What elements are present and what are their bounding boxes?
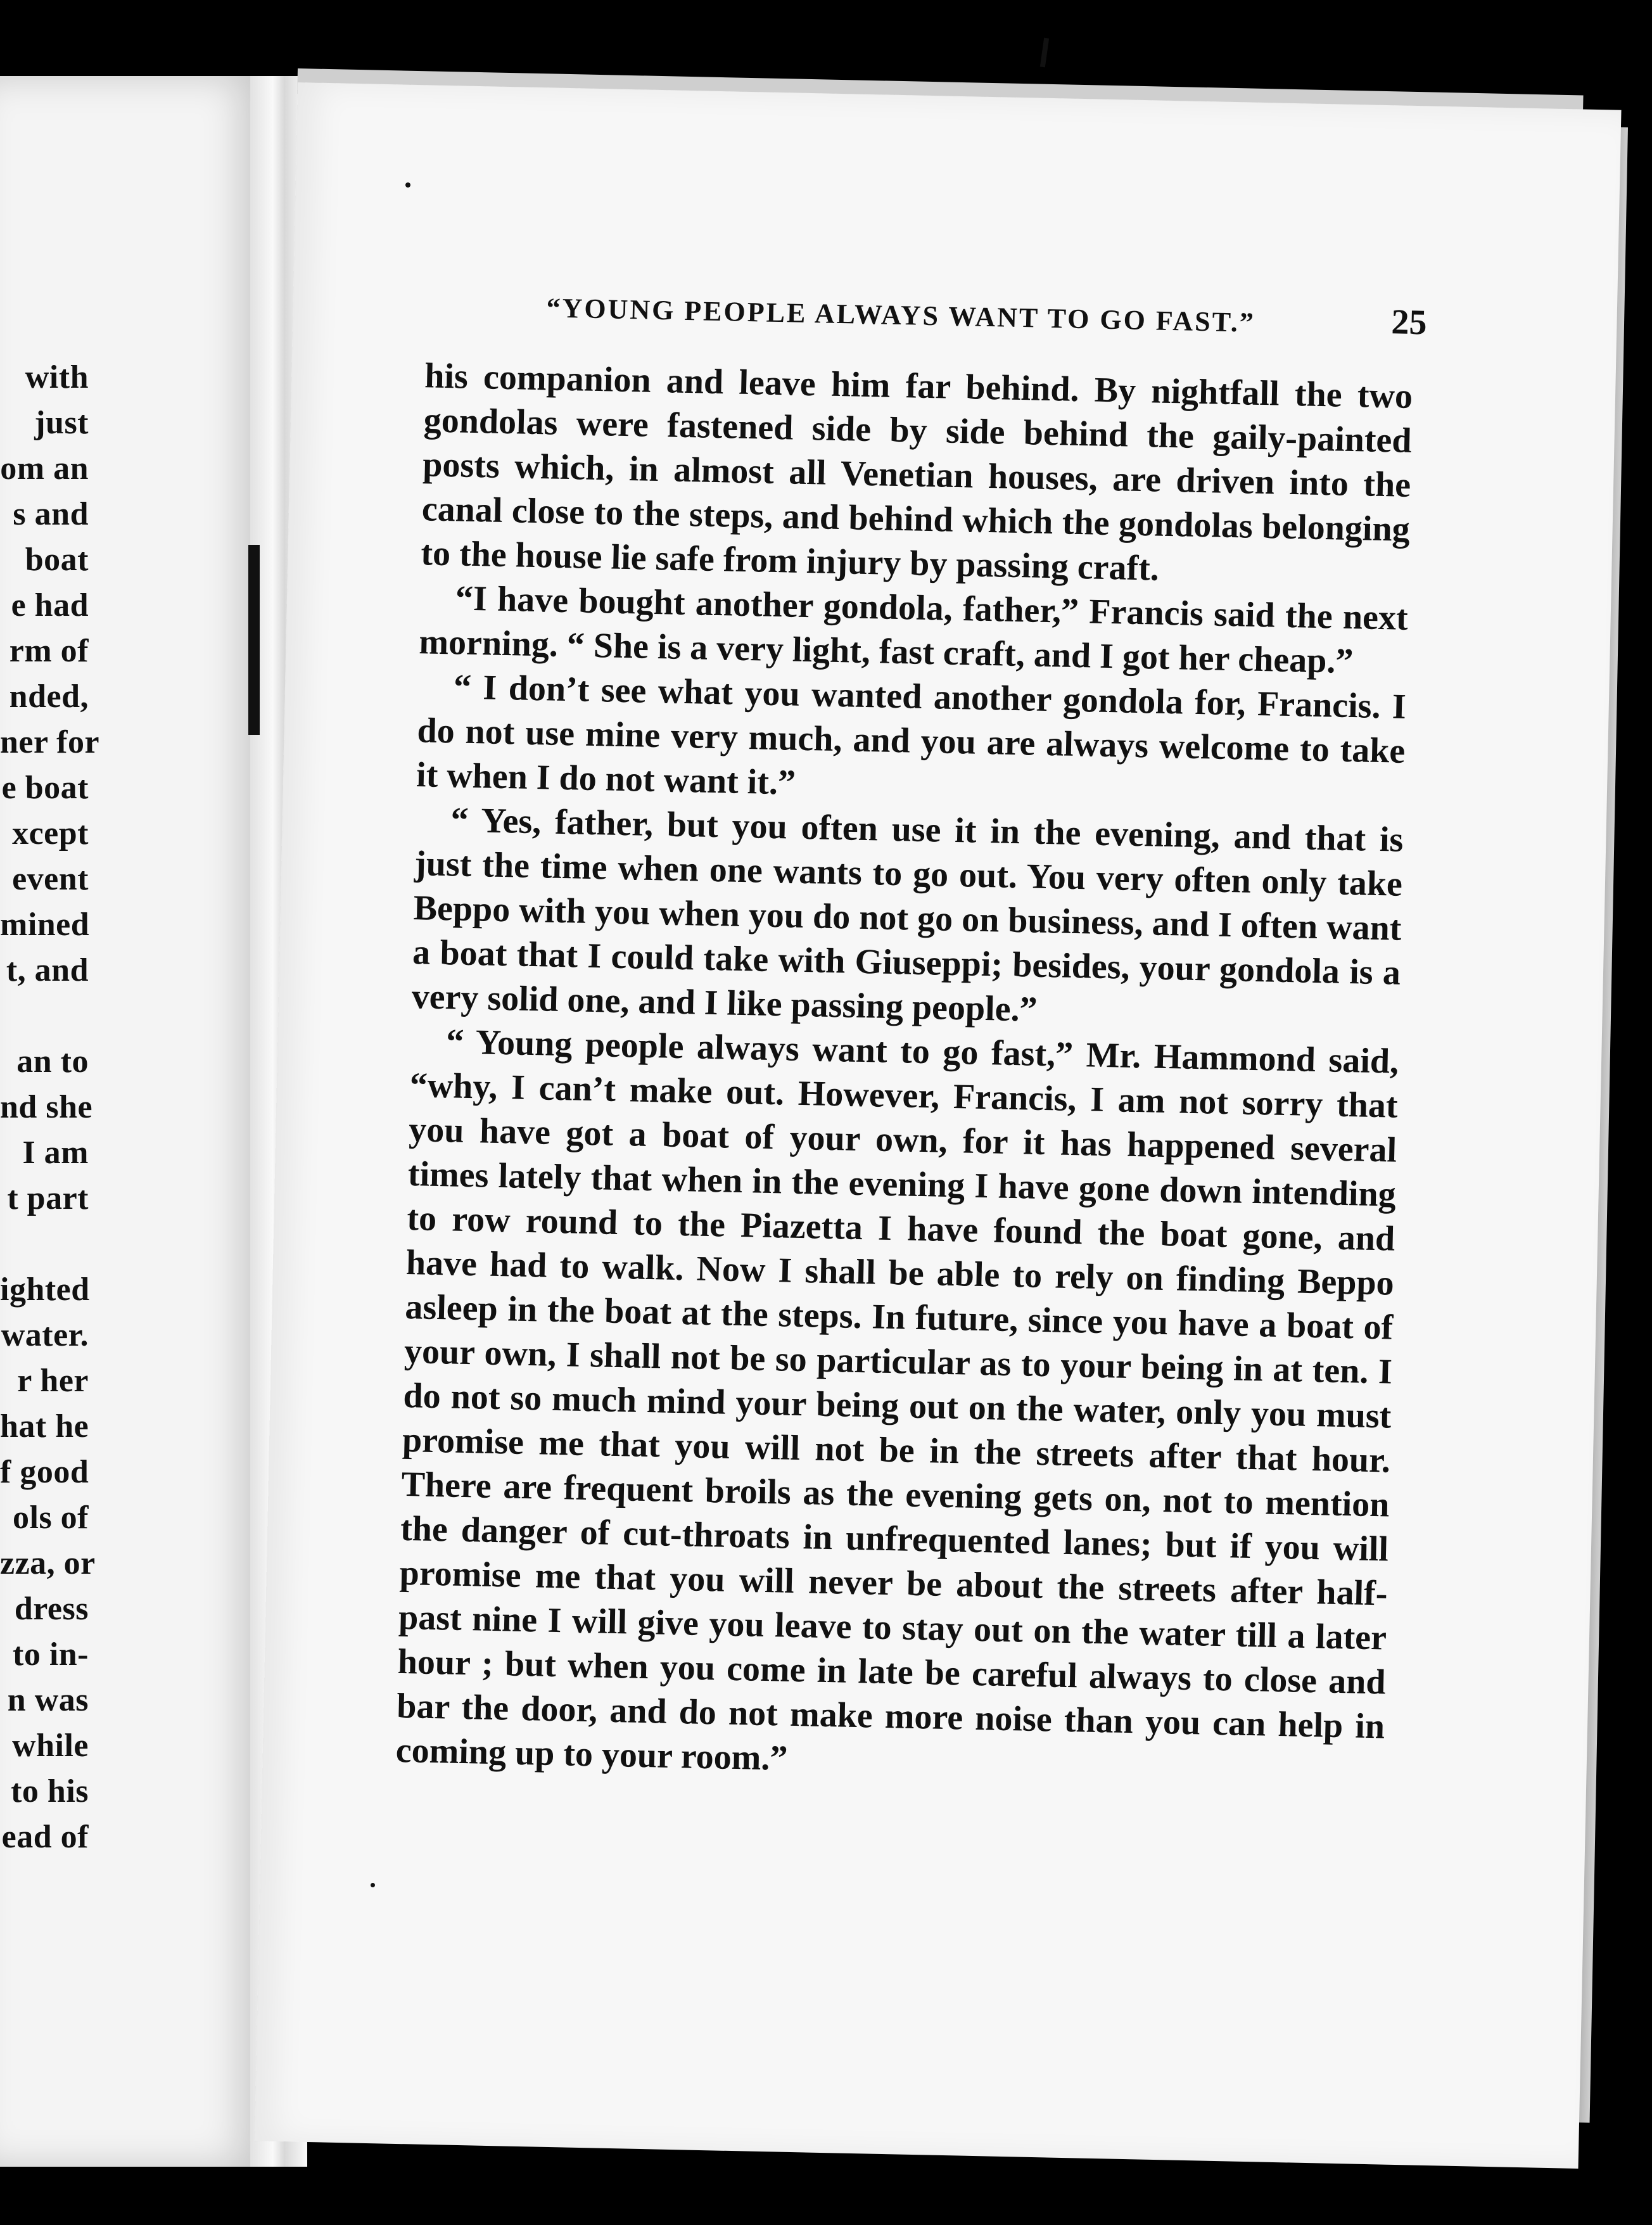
- left-page-line-fragment: s and: [13, 496, 89, 532]
- left-page: [0, 76, 270, 2167]
- left-page-line-fragment: dress: [14, 1591, 89, 1627]
- left-page-line-fragment: nd she: [0, 1089, 93, 1125]
- left-page-line-fragment: ead of: [1, 1819, 89, 1855]
- left-page-line-fragment: om an: [0, 450, 89, 487]
- left-page-line-fragment: rm of: [9, 633, 89, 669]
- paragraph: “ Young people always want to go fast,” Mr. Hammond said, “why, I can’t make out. However, Francis, I am not sorry that you have got a boat of your own, for it has happened several times lately that when in the evening I have gone down intending to row round to the Piazetta I have found the boat gone, and have had to walk. Now I shall be able to rely on finding Beppo asleep in the boat at the steps. In future, since you have a boat of your own, I shall not be so particular as to your being in at ten. I do not so much mind your being out on the water, only you must promise me that you will not be in the streets after that hour. There are frequent broils as the evening gets on, not to mention the danger of cut-throats in unfrequented lanes; but if you will promise me that you will never be about the streets after half-past nine I will give you leave to stay out on the water till a later hour ; but when you come in late be careful always to close and bar the door, and do not make more noise than you can help in coming up to your room.”: [395, 1022, 1399, 1778]
- left-page-line-fragment: to his: [11, 1773, 89, 1809]
- left-page-line-fragment: [0, 993, 89, 1039]
- left-page-line-fragment: ols of: [13, 1500, 89, 1536]
- left-page-line-fragment: n was: [7, 1682, 89, 1718]
- left-page-line-fragment: an to: [16, 1043, 89, 1080]
- left-page-line-fragment: to in-: [13, 1636, 89, 1673]
- left-page-line-fragment: [0, 1221, 89, 1267]
- scan-mark: [1040, 38, 1049, 68]
- running-head-title: “YOUNG PEOPLE ALWAYS WANT TO GO FAST.”: [546, 292, 1256, 338]
- left-page-line-fragment: f good: [0, 1454, 89, 1490]
- page-content: [395, 281, 1428, 1793]
- gutter-shadow: [248, 545, 260, 735]
- left-page-line-fragment: hat he: [0, 1408, 89, 1444]
- left-page-line-fragment: r her: [17, 1363, 89, 1399]
- left-page-line-fragment: t part: [7, 1180, 89, 1216]
- left-page-line-fragment: while: [12, 1728, 89, 1764]
- left-page-text-column: [0, 355, 100, 1860]
- paragraph: “ I don’t see what you wanted another gondola for, Francis. I do not use mine very much, and you are always welcome to take it when I do not want it.”: [416, 667, 1407, 803]
- running-head: [426, 281, 1428, 359]
- left-page-line-fragment: e boat: [1, 770, 89, 806]
- left-page-line-fragment: I am: [22, 1135, 89, 1171]
- left-page-line-fragment: e had: [11, 587, 89, 623]
- left-page-line-fragment: xcept: [12, 815, 89, 851]
- left-page-line-fragment: ner for: [0, 724, 100, 760]
- left-page-line-fragment: boat: [25, 542, 89, 578]
- left-page-line-fragment: just: [34, 405, 89, 441]
- left-page-line-fragment: ighted: [0, 1272, 90, 1308]
- left-page-line-fragment: water.: [1, 1317, 89, 1353]
- left-page-line-fragment: with: [25, 359, 89, 395]
- left-page-line-fragment: nded,: [9, 679, 89, 715]
- scan-speck: [405, 182, 410, 188]
- paragraph: his companion and leave him far behind. By nightfall the two gondolas were fastened side by side behind the gaily-painted posts which, in almost all Venetian houses, are driven into the canal close to the steps, and behind which the gondolas belonging to the house lie safe from injury by passing craft.: [420, 356, 1413, 589]
- left-page-line-fragment: t, and: [6, 952, 89, 988]
- paragraph: “ Yes, father, but you often use it in the evening, and that is just the time when one wants to go out. You very often only take Beppo with you when you do not go on business, and I often want a boat that I could take with Giuseppi; besides, your gondola is a very solid one, and I like passing people.”: [411, 800, 1404, 1030]
- scan-speck: [371, 1883, 375, 1887]
- left-page-line-fragment: mined: [0, 907, 90, 943]
- left-page-line-fragment: event: [12, 861, 89, 897]
- body-text: [395, 354, 1413, 1793]
- left-page-line-fragment: zza, or: [0, 1545, 96, 1581]
- right-page: [255, 82, 1622, 2169]
- paragraph: “I have bought another gondola, father,” Francis said the next morning. “ She is a very light, fast craft, and I got her cheap.”: [418, 578, 1409, 682]
- page-number: 25: [1390, 302, 1428, 343]
